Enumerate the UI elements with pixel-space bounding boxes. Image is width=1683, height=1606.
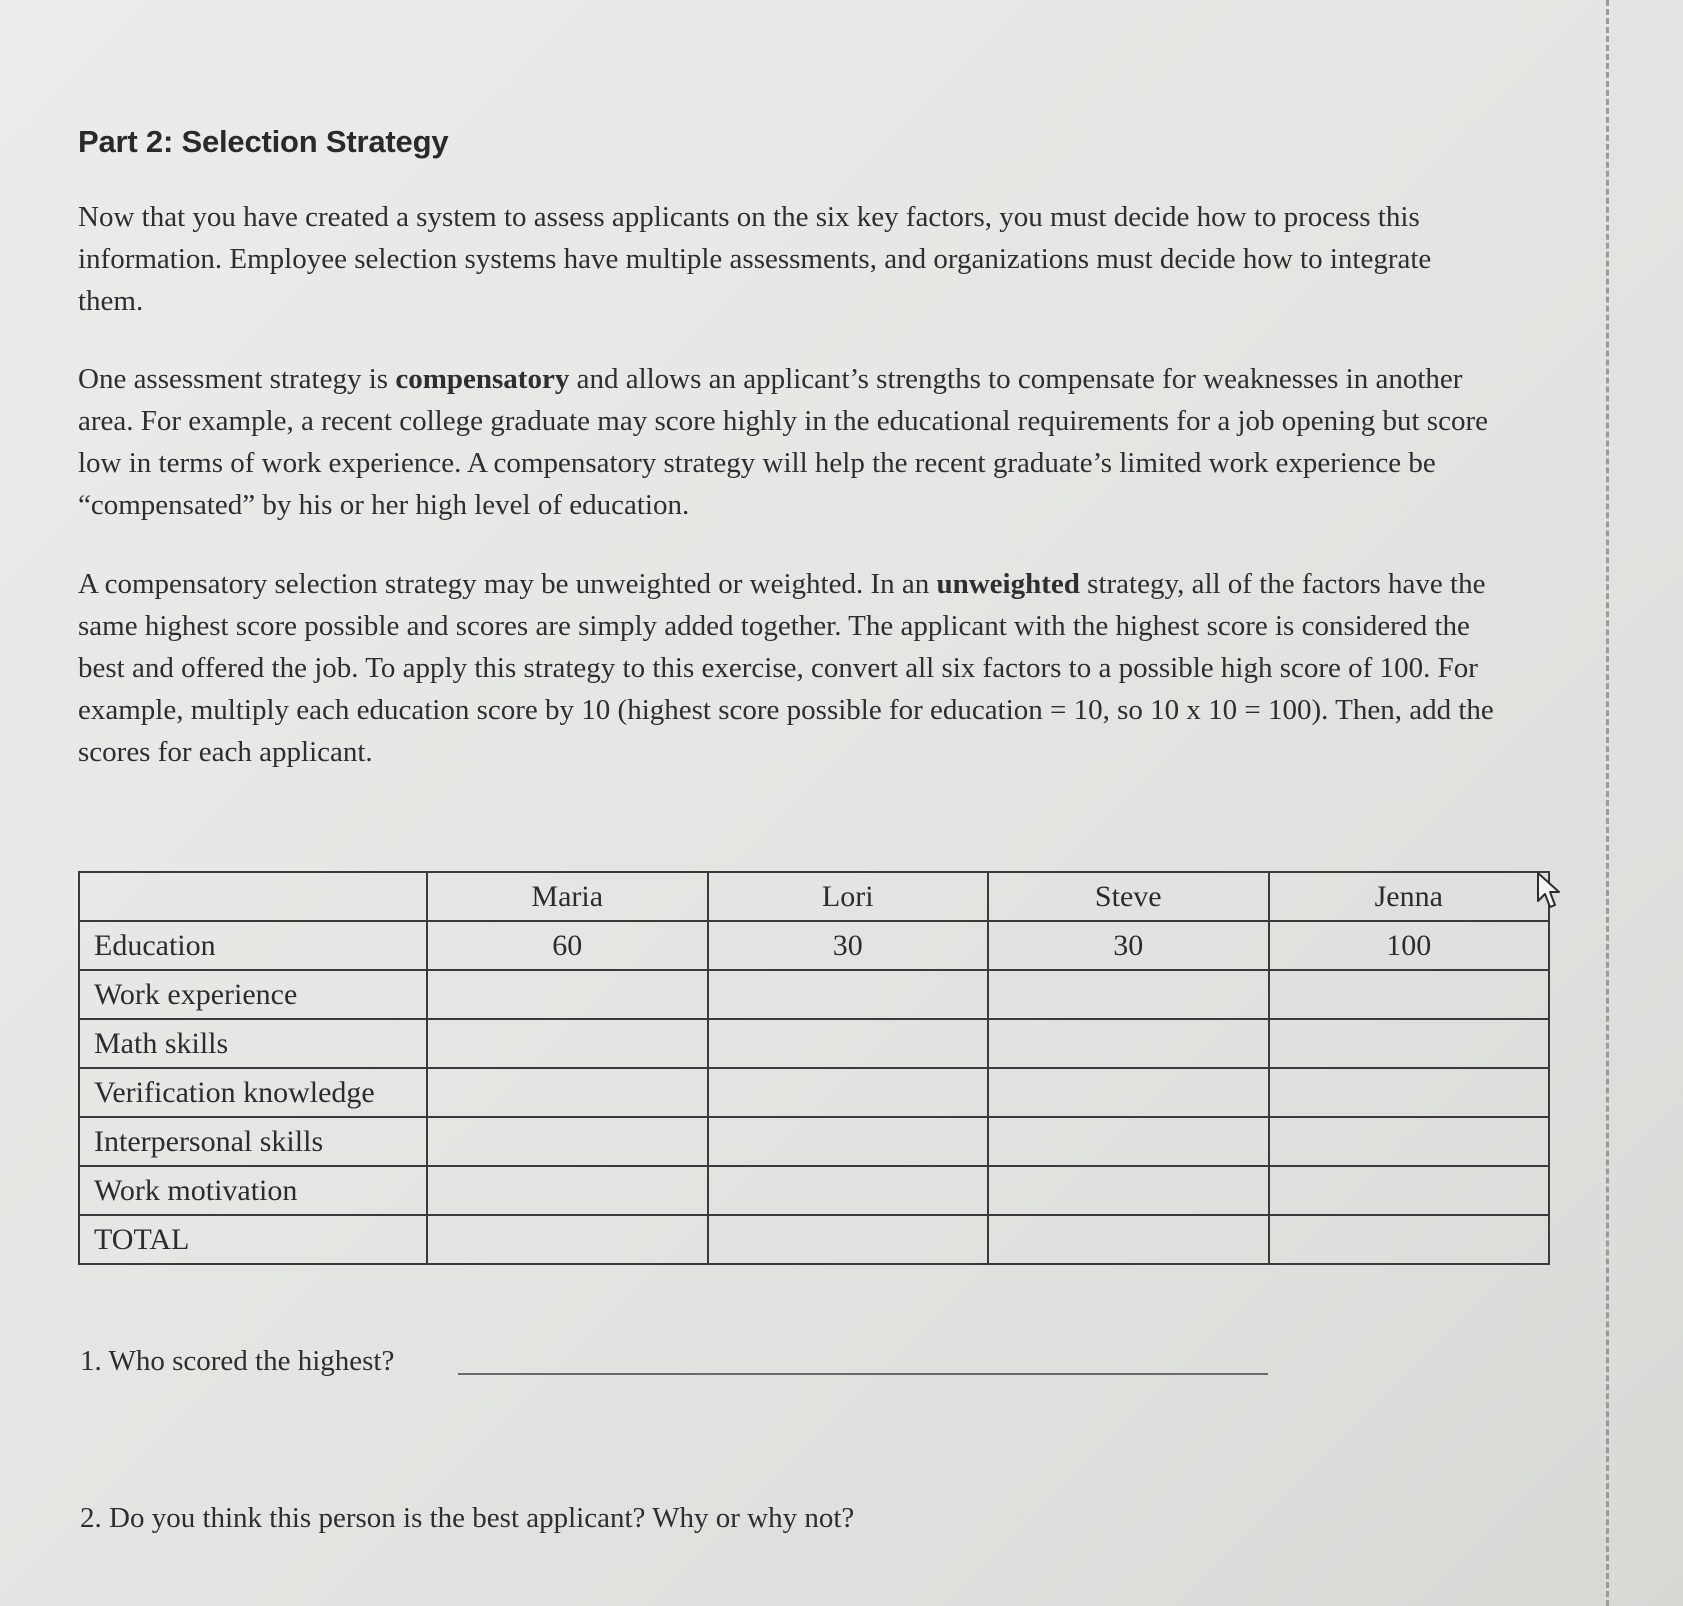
table-row	[79, 1068, 1549, 1117]
mouse-cursor-icon	[1536, 871, 1562, 911]
score-cell[interactable]	[427, 1068, 708, 1117]
header-applicant-maria: Maria	[427, 872, 708, 921]
total-cell[interactable]	[708, 1215, 989, 1264]
score-cell[interactable]	[1269, 1019, 1550, 1068]
score-cell[interactable]	[427, 1166, 708, 1215]
score-cell[interactable]: 100	[1269, 921, 1550, 970]
score-cell[interactable]	[427, 970, 708, 1019]
factor-label: Work motivation	[79, 1166, 427, 1215]
score-cell[interactable]	[427, 1019, 708, 1068]
score-cell[interactable]	[1269, 1068, 1550, 1117]
score-cell[interactable]	[708, 1117, 989, 1166]
score-cell[interactable]: 30	[988, 921, 1269, 970]
factor-label: Education	[79, 921, 427, 970]
score-cell[interactable]	[988, 1019, 1269, 1068]
score-cell[interactable]	[708, 1068, 989, 1117]
compensatory-term: compensatory	[395, 363, 570, 395]
page-edge-divider	[1606, 0, 1609, 1606]
header-applicant-steve: Steve	[988, 872, 1269, 921]
score-cell[interactable]	[988, 970, 1269, 1019]
header-corner-cell	[79, 872, 427, 921]
section-heading: Part 2: Selection Strategy	[78, 124, 449, 159]
compensatory-text-end: and allows an applicant’s strengths to compensate for weaknesses in another area. For example, a recent college graduate may score highly in the educational requirements for a job opening but score low in terms of work experience. A compensatory strategy will help the recent graduate’s limited work experience be “compensated” by his or her high level of education.	[78, 363, 1488, 521]
unweighted-text-end: strategy, all of the factors have the same highest score possible and scores are simply added together. The applicant with the highest score is considered the best and offered the job. To apply this strategy to this exercise, convert all six factors to a possible high score of 100. For example, multiply each education score by 10 (highest score possible for education = 10, so 10 x 10 = 100). Then, add the scores for each applicant.	[78, 568, 1494, 768]
table-row	[79, 1117, 1549, 1166]
table-row	[79, 1166, 1549, 1215]
table-row	[79, 921, 1549, 970]
score-cell[interactable]	[427, 1117, 708, 1166]
score-cell[interactable]	[988, 1068, 1269, 1117]
score-cell[interactable]	[988, 1166, 1269, 1215]
score-cell[interactable]	[708, 1019, 989, 1068]
score-cell[interactable]	[1269, 1117, 1550, 1166]
unweighted-paragraph	[78, 563, 1498, 773]
unweighted-text-start: A compensatory selection strategy may be unweighted or weighted. In an	[78, 568, 937, 600]
factor-label: TOTAL	[79, 1215, 427, 1264]
question-2: 2. Do you think this person is the best applicant? Why or why not?	[80, 1502, 855, 1534]
unweighted-term: unweighted	[936, 568, 1080, 600]
factor-label: Verification knowledge	[79, 1068, 427, 1117]
compensatory-paragraph	[78, 358, 1498, 526]
score-cell[interactable]	[1269, 1166, 1550, 1215]
score-cell[interactable]	[708, 1166, 989, 1215]
score-cell[interactable]	[708, 970, 989, 1019]
score-cell[interactable]: 60	[427, 921, 708, 970]
total-cell[interactable]	[427, 1215, 708, 1264]
factor-label: Interpersonal skills	[79, 1117, 427, 1166]
question-1: 1. Who scored the highest?	[80, 1345, 395, 1377]
score-cell[interactable]	[988, 1117, 1269, 1166]
score-cell[interactable]: 30	[708, 921, 989, 970]
factor-label: Math skills	[79, 1019, 427, 1068]
total-cell[interactable]	[1269, 1215, 1550, 1264]
applicant-score-table	[78, 871, 1550, 1265]
header-applicant-jenna: Jenna	[1269, 872, 1550, 921]
total-cell[interactable]	[988, 1215, 1269, 1264]
table-header-row	[79, 872, 1549, 921]
score-cell[interactable]	[1269, 970, 1550, 1019]
compensatory-text-start: One assessment strategy is	[78, 363, 396, 395]
header-applicant-lori: Lori	[708, 872, 989, 921]
intro-paragraph: Now that you have created a system to assess applicants on the six key factors, you must decide how to process this information. Employee selection systems have multiple assessments, and organizations must decide how to integrate them.	[78, 201, 1432, 317]
answer-line[interactable]	[458, 1373, 1268, 1375]
table-row	[79, 970, 1549, 1019]
factor-label: Work experience	[79, 970, 427, 1019]
table-row	[79, 1019, 1549, 1068]
table-row-total	[79, 1215, 1549, 1264]
